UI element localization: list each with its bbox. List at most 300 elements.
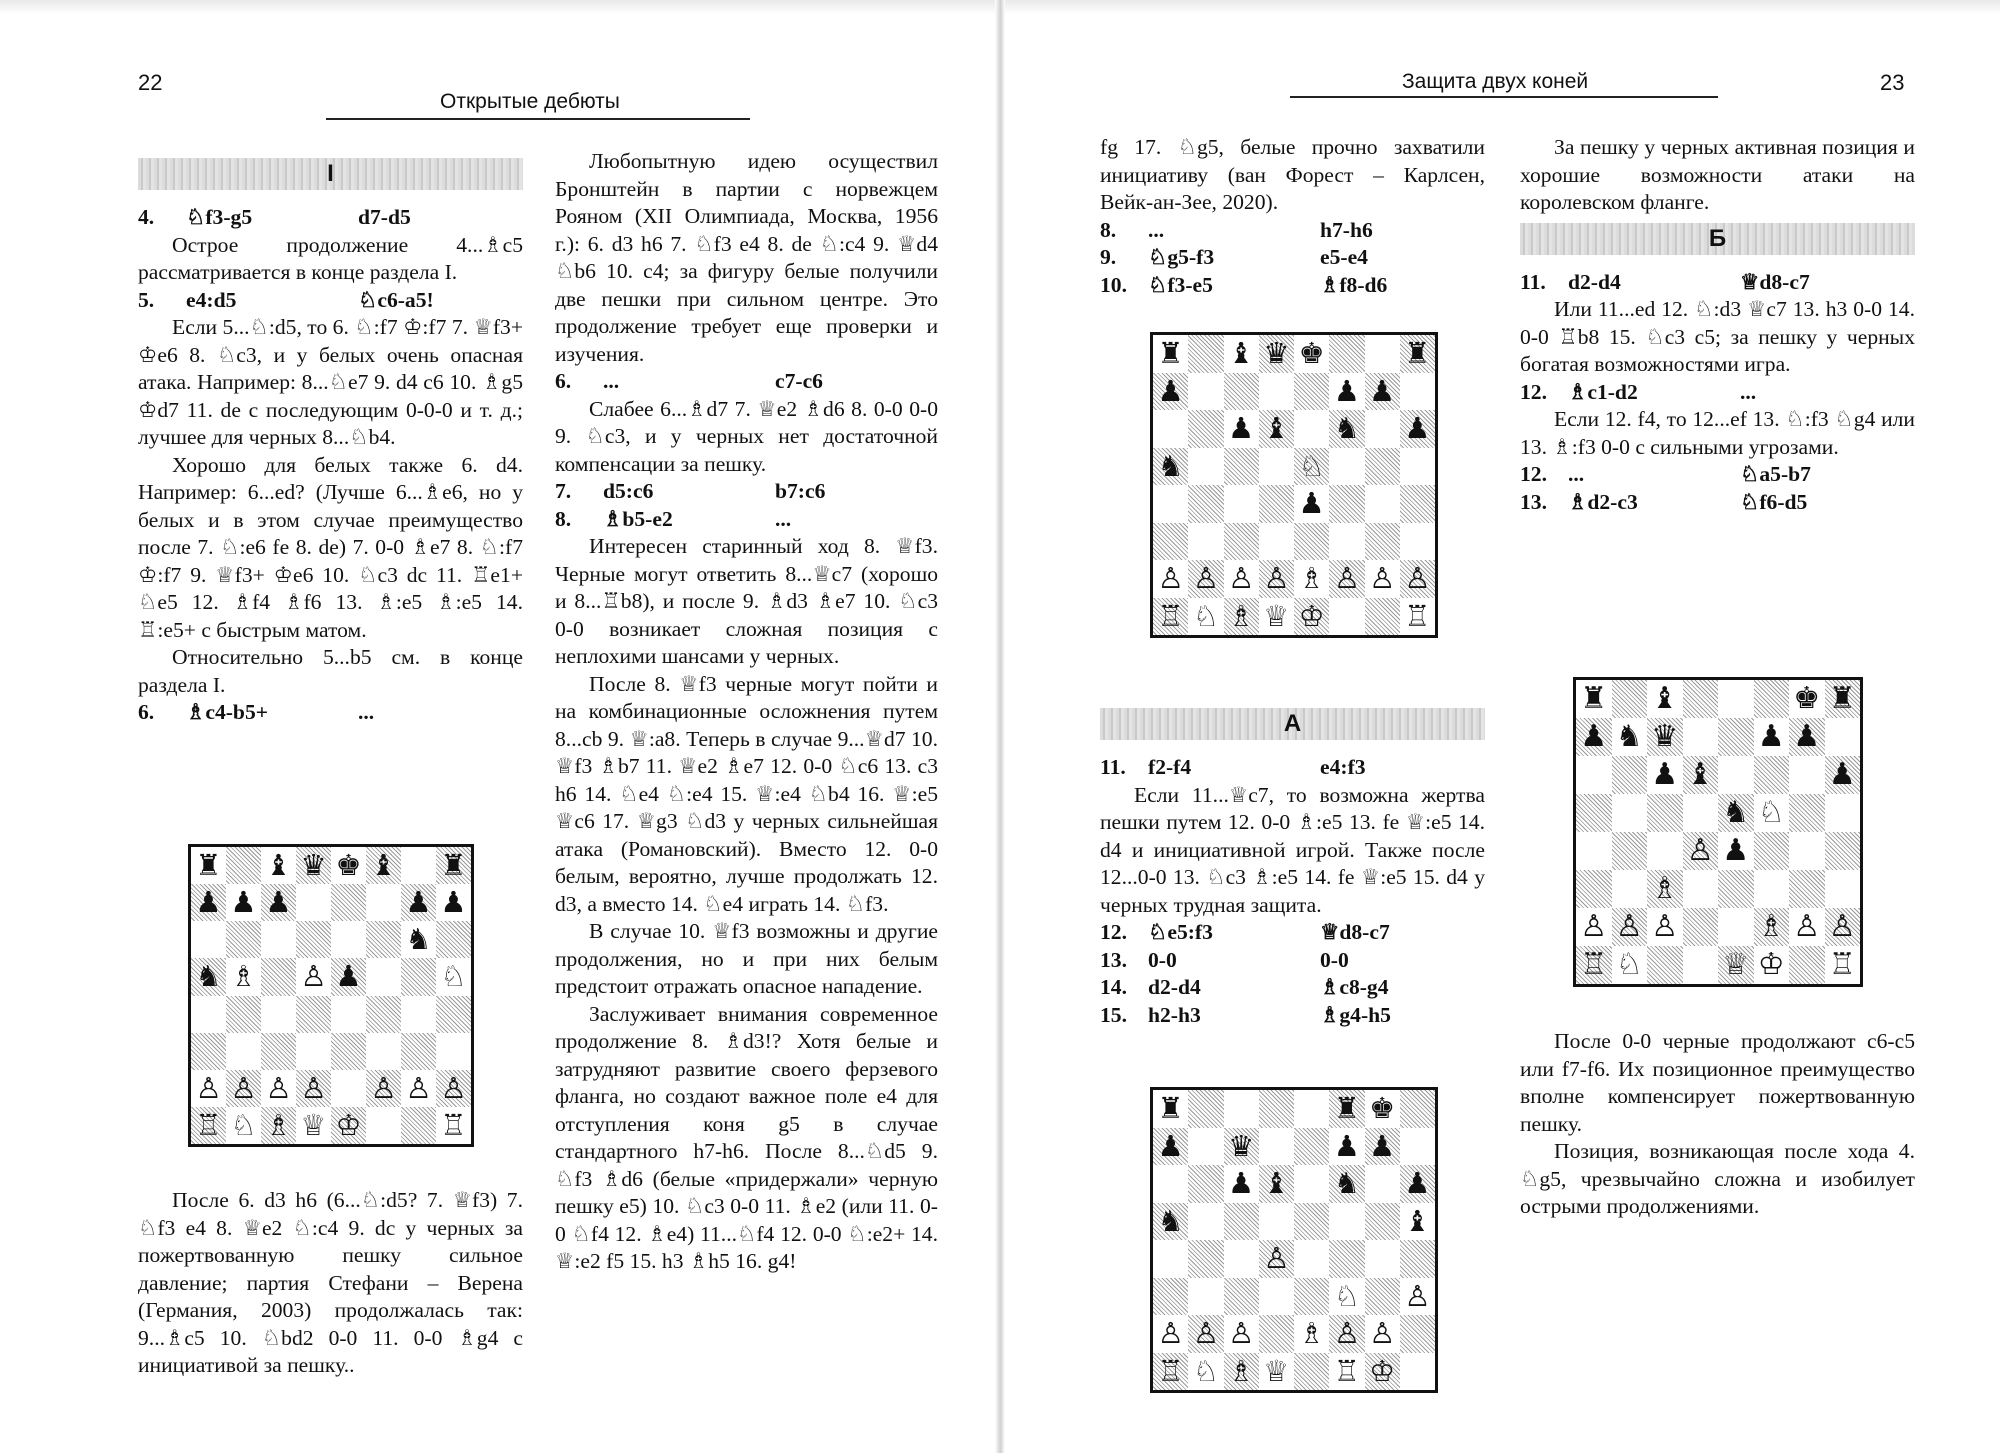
board-square <box>1153 1128 1188 1166</box>
board-square <box>1400 1128 1435 1166</box>
board-square <box>1365 560 1400 598</box>
board-square <box>1683 718 1719 756</box>
chess-piece: ♘ <box>1333 1278 1360 1313</box>
black-move: ♘c6-a5! <box>358 287 434 312</box>
board-square <box>1153 1165 1188 1203</box>
chess-piece: ♙ <box>405 1070 432 1105</box>
board-square <box>1294 560 1329 598</box>
move-number: 8. <box>1100 217 1117 242</box>
chess-piece: ♘ <box>1298 448 1325 483</box>
paragraph: За пешку у черных активная позиция и хорошие возможности атаки на королевском фланге. <box>1520 135 1915 214</box>
chess-piece: ♜ <box>1157 336 1184 371</box>
running-title: Открытые дебюты <box>440 90 620 113</box>
chessboard <box>1576 680 1860 984</box>
black-move: ♕d8-c7 <box>1320 920 1390 944</box>
white-move: h2-h3 <box>1148 1002 1201 1027</box>
chess-piece: ♞ <box>1722 795 1750 830</box>
board-square <box>1329 485 1364 523</box>
board-square <box>1188 335 1223 373</box>
board-square <box>1612 908 1648 946</box>
top-shadow <box>1005 0 2000 14</box>
chessboard <box>1153 335 1435 635</box>
board-square <box>1259 598 1294 636</box>
board-square <box>1188 485 1223 523</box>
chess-piece: ♟ <box>1298 486 1325 521</box>
board-square <box>1365 1203 1400 1241</box>
board-square <box>1153 1090 1188 1128</box>
black-move: 0-0 <box>1320 947 1349 972</box>
board-square <box>1612 718 1648 756</box>
board-square <box>1400 1240 1435 1278</box>
chess-piece: ♚ <box>1793 681 1821 716</box>
board-square <box>1789 756 1825 794</box>
board-square <box>1718 870 1754 908</box>
move-number: 13. <box>1100 947 1127 972</box>
chess-diagram <box>1573 677 1863 987</box>
board-square <box>191 1070 226 1107</box>
chess-piece: ♟ <box>1580 719 1608 754</box>
chess-piece: ♛ <box>300 848 327 883</box>
board-square <box>226 1070 261 1107</box>
board-square <box>1683 946 1719 984</box>
board-square <box>1754 680 1790 718</box>
board-square <box>1153 523 1188 561</box>
board-square <box>1224 1090 1259 1128</box>
chess-piece: ♚ <box>335 848 362 883</box>
board-square <box>1329 1165 1364 1203</box>
board-square <box>1329 410 1364 448</box>
board-square <box>1365 410 1400 448</box>
chess-piece: ♝ <box>1228 336 1255 371</box>
chess-piece: ♕ <box>1722 947 1750 982</box>
board-square <box>1683 794 1719 832</box>
paragraph: fg 17. ♘g5, белые прочно захватили инициативу (ван Форест – Карлсен, Вейк-ан-Зее, 2020). <box>1100 135 1485 214</box>
board-square <box>1612 832 1648 870</box>
board-square <box>366 847 401 884</box>
board-square <box>1647 870 1683 908</box>
board-square <box>331 921 366 958</box>
board-square <box>1647 756 1683 794</box>
chess-piece: ♚ <box>1298 336 1325 371</box>
board-square <box>436 958 471 995</box>
board-square <box>1825 908 1861 946</box>
chess-piece: ♝ <box>1651 681 1679 716</box>
board-square <box>1825 946 1861 984</box>
board-square <box>1294 1128 1329 1166</box>
board-square <box>1188 1278 1223 1316</box>
board-square <box>1153 1203 1188 1241</box>
paragraph: Если 11...♕c7, то возможна жертва пешки путем 12. 0-0 ♗:e5 13. fe ♕:e5 14. d4 и инициативной игрой. Также после 12...0-0 13. ♘c3 ♗:e5 14. fe ♕:e5 15. d4 у черных трудная защита. <box>1100 782 1485 917</box>
board-square <box>1188 560 1223 598</box>
board-square <box>1754 870 1790 908</box>
board-square <box>1754 946 1790 984</box>
board-square <box>1188 1353 1223 1391</box>
board-square <box>1224 523 1259 561</box>
chess-piece: ♙ <box>1263 561 1290 596</box>
chess-piece: ♙ <box>1192 1316 1219 1351</box>
paragraph: Или 11...ed 12. ♘:d3 ♕c7 13. h3 0-0 14. 0-0 ♖b8 15. ♘c3 c5; за пешку у черных богатая возможностями игра. <box>1520 297 1915 376</box>
paragraph: Позиция, возникающая после хода 4. ♘g5, чрезвычайно сложна и изобилует острыми продолжениями. <box>1520 1139 1915 1218</box>
board-square <box>296 921 331 958</box>
board-square <box>1612 946 1648 984</box>
white-move: d5:c6 <box>603 479 654 503</box>
board-square <box>1259 1315 1294 1353</box>
chessboard <box>1153 1090 1435 1390</box>
chess-diagram <box>1150 332 1438 638</box>
board-square <box>1153 1315 1188 1353</box>
board-square <box>1188 373 1223 411</box>
board-square <box>191 921 226 958</box>
board-square <box>1789 680 1825 718</box>
board-square <box>1224 1203 1259 1241</box>
board-square <box>436 847 471 884</box>
board-square <box>1718 680 1754 718</box>
white-move: ♗b5-e2 <box>603 506 673 531</box>
board-square <box>1188 1203 1223 1241</box>
chess-piece: ♛ <box>1228 1128 1255 1163</box>
board-square <box>1329 373 1364 411</box>
chess-piece: ♝ <box>370 848 397 883</box>
board-square <box>1400 1278 1435 1316</box>
chess-piece: ♟ <box>1333 373 1360 408</box>
board-square <box>1224 373 1259 411</box>
white-move: 0-0 <box>1148 947 1177 972</box>
paragraph: Любопытную идею осуществил Бронштейн в партии с норвежцем Рояном (XII Олимпиада, Москва, 1956 г.): 6. d3 h6 7. ♘f3 e4 8. de ♘:c4 9. ♕d4 ♘b6 10. c4; за фигуру белые получили две пешки при сильном центре. Это продолжение требует еще проверки и изучения. <box>555 149 938 366</box>
chess-piece: ♖ <box>1580 947 1608 982</box>
black-move: ♕d8-c7 <box>1740 269 1810 294</box>
board-square <box>366 921 401 958</box>
move-number: 11. <box>1520 269 1546 294</box>
board-square <box>1576 832 1612 870</box>
chess-piece: ♟ <box>1793 719 1821 754</box>
board-square <box>1789 870 1825 908</box>
chess-piece: ♙ <box>1333 561 1360 596</box>
board-square <box>1294 485 1329 523</box>
black-move: h7-h6 <box>1320 217 1373 242</box>
page-number: 22 <box>138 70 163 95</box>
board-square <box>1294 523 1329 561</box>
board-square <box>261 847 296 884</box>
black-move: ... <box>358 700 375 724</box>
chess-piece: ♜ <box>1157 1091 1184 1126</box>
right-page <box>1000 0 2000 1453</box>
board-square <box>1718 718 1754 756</box>
board-square <box>1329 1353 1364 1391</box>
chess-piece: ♟ <box>405 885 432 920</box>
chess-piece: ♚ <box>1369 1091 1396 1126</box>
chess-diagram <box>188 844 474 1147</box>
chess-piece: ♔ <box>1298 598 1325 633</box>
chess-piece: ♜ <box>1580 681 1608 716</box>
board-square <box>436 1033 471 1070</box>
move-line <box>1520 269 1915 297</box>
chess-piece: ♕ <box>1263 598 1290 633</box>
chess-piece: ♙ <box>1686 833 1714 868</box>
column-left-1-continued <box>138 1187 523 1380</box>
board-square <box>1365 1090 1400 1128</box>
white-move: d2-d4 <box>1568 269 1621 294</box>
chess-piece: ♕ <box>1263 1353 1290 1388</box>
chess-piece: ♔ <box>1757 947 1785 982</box>
white-move: ♘e5:f3 <box>1148 920 1213 944</box>
section-heading: Б <box>1520 223 1915 255</box>
chess-piece: ♙ <box>440 1070 467 1105</box>
board-square <box>1294 1203 1329 1241</box>
paragraph: Относительно 5...b5 см. в конце раздела I. <box>138 645 523 697</box>
board-square <box>191 1107 226 1144</box>
board-square <box>1365 1353 1400 1391</box>
chess-piece: ♜ <box>1404 336 1431 371</box>
board-square <box>1153 485 1188 523</box>
board-square <box>1224 1240 1259 1278</box>
paragraph: После 8. ♕f3 черные могут пойти и на комбинационные осложнения путем 8...cb 9. ♕:a8. Теперь в случае 9...♕d7 10. ♕f3 ♗b7 11. ♕e2 ♗e7 12. 0-0 ♘c6 13. c3 h6 14. ♘e4 ♘:e4 15. ♕:e4 ♘b4 16. ♕:e5 ♕c6 17. ♕g3 ♘d3 у черных сильнейшая атака (Романовский). Вместо 12. 0-0 белым, вероятно, лучше продолжать 12. d3, а вместо 14. ♘e4 играть 14. ♘f3. <box>555 671 938 916</box>
board-square <box>436 921 471 958</box>
board-square <box>1329 523 1364 561</box>
black-move: b7:c6 <box>775 479 826 503</box>
board-square <box>1683 832 1719 870</box>
chess-piece: ♗ <box>230 959 257 994</box>
board-square <box>1400 373 1435 411</box>
board-square <box>401 884 436 921</box>
chess-piece: ♞ <box>1157 448 1184 483</box>
board-square <box>1153 1240 1188 1278</box>
board-square <box>1329 1128 1364 1166</box>
board-square <box>1188 1128 1223 1166</box>
board-square <box>1400 598 1435 636</box>
chess-piece: ♛ <box>1651 719 1679 754</box>
board-square <box>1329 1090 1364 1128</box>
chess-piece: ♟ <box>1157 1128 1184 1163</box>
board-square <box>1789 946 1825 984</box>
board-square <box>1294 1240 1329 1278</box>
chess-piece: ♙ <box>1404 561 1431 596</box>
running-title: Защита двух коней <box>1402 70 1589 93</box>
board-square <box>1754 908 1790 946</box>
board-square <box>1365 373 1400 411</box>
paragraph: В случае 10. ♕f3 возможны и другие продолжения, но и при них белым предстоит отражать опасное нападение. <box>555 919 938 998</box>
board-square <box>1400 1090 1435 1128</box>
black-move: ... <box>1740 379 1757 404</box>
board-square <box>1825 718 1861 756</box>
chess-piece: ♙ <box>195 1070 222 1105</box>
chess-piece: ♝ <box>265 848 292 883</box>
board-square <box>1188 410 1223 448</box>
board-square <box>1365 1240 1400 1278</box>
board-square <box>191 996 226 1033</box>
white-move: f2-f4 <box>1148 755 1192 779</box>
board-square <box>261 1107 296 1144</box>
chess-piece: ♞ <box>1333 411 1360 446</box>
board-square <box>1400 560 1435 598</box>
board-square <box>436 1107 471 1144</box>
black-move: e5-e4 <box>1320 245 1368 269</box>
board-square <box>261 996 296 1033</box>
move-line <box>138 204 523 232</box>
board-square <box>296 884 331 921</box>
move-line <box>1100 217 1485 245</box>
move-number: 12. <box>1100 920 1127 944</box>
chess-piece: ♛ <box>1263 336 1290 371</box>
board-square <box>1224 1315 1259 1353</box>
chess-piece: ♟ <box>1404 411 1431 446</box>
chess-piece: ♟ <box>1722 833 1750 868</box>
board-square <box>1400 1353 1435 1391</box>
board-square <box>1683 680 1719 718</box>
move-line <box>1520 489 1915 517</box>
board-square <box>296 1033 331 1070</box>
board-square <box>1153 598 1188 636</box>
board-square <box>331 847 366 884</box>
black-move: c7-c6 <box>775 369 823 393</box>
paragraph: Если 5...♘:d5, то 6. ♘:f7 ♔:f7 7. ♕f3+ ♔e6 8. ♘c3, и у белых очень опасная атака. Например: 8...♘e7 9. d4 c6 10. ♗g5 ♔d7 11. de с последующим 0-0-0 и т. д.; лучшее для черных 8...♘b4. <box>138 315 523 449</box>
board-square <box>1789 908 1825 946</box>
move-number: 10. <box>1100 272 1127 297</box>
chess-piece: ♗ <box>265 1107 292 1142</box>
board-square <box>1365 485 1400 523</box>
chess-diagram <box>1150 1087 1438 1393</box>
chess-piece: ♟ <box>1333 1128 1360 1163</box>
chess-piece: ♘ <box>440 959 467 994</box>
board-square <box>261 1070 296 1107</box>
chess-piece: ♙ <box>1333 1316 1360 1351</box>
board-square <box>1718 756 1754 794</box>
black-move: ... <box>775 506 792 531</box>
move-line <box>1100 244 1485 272</box>
board-square <box>1718 832 1754 870</box>
chess-piece: ♘ <box>1615 947 1643 982</box>
board-square <box>1365 523 1400 561</box>
header-rule <box>326 118 750 120</box>
chess-piece: ♖ <box>1404 598 1431 633</box>
white-move: ♗d2-c3 <box>1568 489 1638 514</box>
board-square <box>1576 870 1612 908</box>
chess-piece: ♘ <box>1192 1353 1219 1388</box>
chess-piece: ♗ <box>1228 1353 1255 1388</box>
board-square <box>1400 1203 1435 1241</box>
move-number: 15. <box>1100 1002 1127 1027</box>
chess-piece: ♗ <box>1298 561 1325 596</box>
chess-piece: ♙ <box>230 1070 257 1105</box>
board-square <box>401 847 436 884</box>
board-square <box>1754 718 1790 756</box>
board-square <box>191 884 226 921</box>
board-square <box>366 958 401 995</box>
board-square <box>1400 448 1435 486</box>
chess-piece: ♖ <box>195 1107 222 1142</box>
chess-piece: ♗ <box>1298 1316 1325 1351</box>
board-square <box>1329 448 1364 486</box>
black-move: ♘a5-b7 <box>1740 462 1811 486</box>
board-square <box>1576 680 1612 718</box>
move-line <box>1100 272 1485 300</box>
board-square <box>1294 410 1329 448</box>
board-square <box>366 1107 401 1144</box>
board-square <box>296 1070 331 1107</box>
board-square <box>1789 832 1825 870</box>
white-move: ♗c1-d2 <box>1568 379 1638 404</box>
board-square <box>1612 756 1648 794</box>
board-square <box>401 1033 436 1070</box>
board-square <box>1153 448 1188 486</box>
board-square <box>1224 1128 1259 1166</box>
board-square <box>436 884 471 921</box>
board-square <box>1153 335 1188 373</box>
board-square <box>331 1070 366 1107</box>
board-square <box>1224 560 1259 598</box>
board-square <box>1188 448 1223 486</box>
move-line <box>555 478 938 506</box>
chess-piece: ♜ <box>1333 1091 1360 1126</box>
chess-piece: ♝ <box>1404 1203 1431 1238</box>
board-square <box>1576 946 1612 984</box>
chess-piece: ♙ <box>300 1070 327 1105</box>
chess-piece: ♜ <box>195 848 222 883</box>
board-square <box>1153 373 1188 411</box>
board-square <box>331 958 366 995</box>
chess-piece: ♟ <box>335 959 362 994</box>
board-square <box>1329 1278 1364 1316</box>
board-square <box>1294 1278 1329 1316</box>
board-square <box>1365 335 1400 373</box>
board-square <box>296 1107 331 1144</box>
chess-piece: ♙ <box>1404 1278 1431 1313</box>
board-square <box>1825 832 1861 870</box>
board-square <box>1683 756 1719 794</box>
board-square <box>1400 1165 1435 1203</box>
chess-piece: ♖ <box>440 1107 467 1142</box>
column-left-2 <box>555 148 938 1276</box>
board-square <box>1224 335 1259 373</box>
board-square <box>296 996 331 1033</box>
board-square <box>1259 485 1294 523</box>
paragraph: Острое продолжение 4...♗c5 рассматривается в конце раздела I. <box>138 232 523 284</box>
chess-piece: ♜ <box>1828 681 1856 716</box>
board-square <box>261 921 296 958</box>
move-line <box>1100 754 1485 782</box>
board-square <box>366 996 401 1033</box>
board-square <box>1718 946 1754 984</box>
board-square <box>331 1107 366 1144</box>
chess-piece: ♞ <box>1333 1166 1360 1201</box>
white-move: ... <box>603 369 620 393</box>
board-square <box>1400 1315 1435 1353</box>
board-square <box>1825 756 1861 794</box>
board-square <box>1647 832 1683 870</box>
move-line <box>1100 1002 1485 1030</box>
board-square <box>1329 560 1364 598</box>
board-square <box>1259 523 1294 561</box>
board-square <box>1188 598 1223 636</box>
board-square <box>1612 870 1648 908</box>
board-square <box>1259 1203 1294 1241</box>
board-square <box>401 1107 436 1144</box>
board-square <box>1294 1353 1329 1391</box>
board-square <box>1365 448 1400 486</box>
board-square <box>226 1033 261 1070</box>
board-square <box>1224 448 1259 486</box>
board-square <box>436 996 471 1033</box>
move-number: 8. <box>555 506 572 531</box>
board-square <box>1153 1278 1188 1316</box>
white-move: ... <box>1568 462 1585 486</box>
board-square <box>1718 794 1754 832</box>
paragraph: Интересен старинный ход 8. ♕f3. Черные могут ответить 8...♕c7 (хорошо и 8...♖b8), и после 9. ♗d3 ♗e7 10. ♘c3 0-0 возникает сложная позиция с неплохими шансами у черных. <box>555 534 938 668</box>
chess-piece: ♙ <box>1192 561 1219 596</box>
board-square <box>1259 335 1294 373</box>
chess-piece: ♟ <box>1404 1166 1431 1201</box>
chess-piece: ♞ <box>1157 1203 1184 1238</box>
board-square <box>1647 908 1683 946</box>
